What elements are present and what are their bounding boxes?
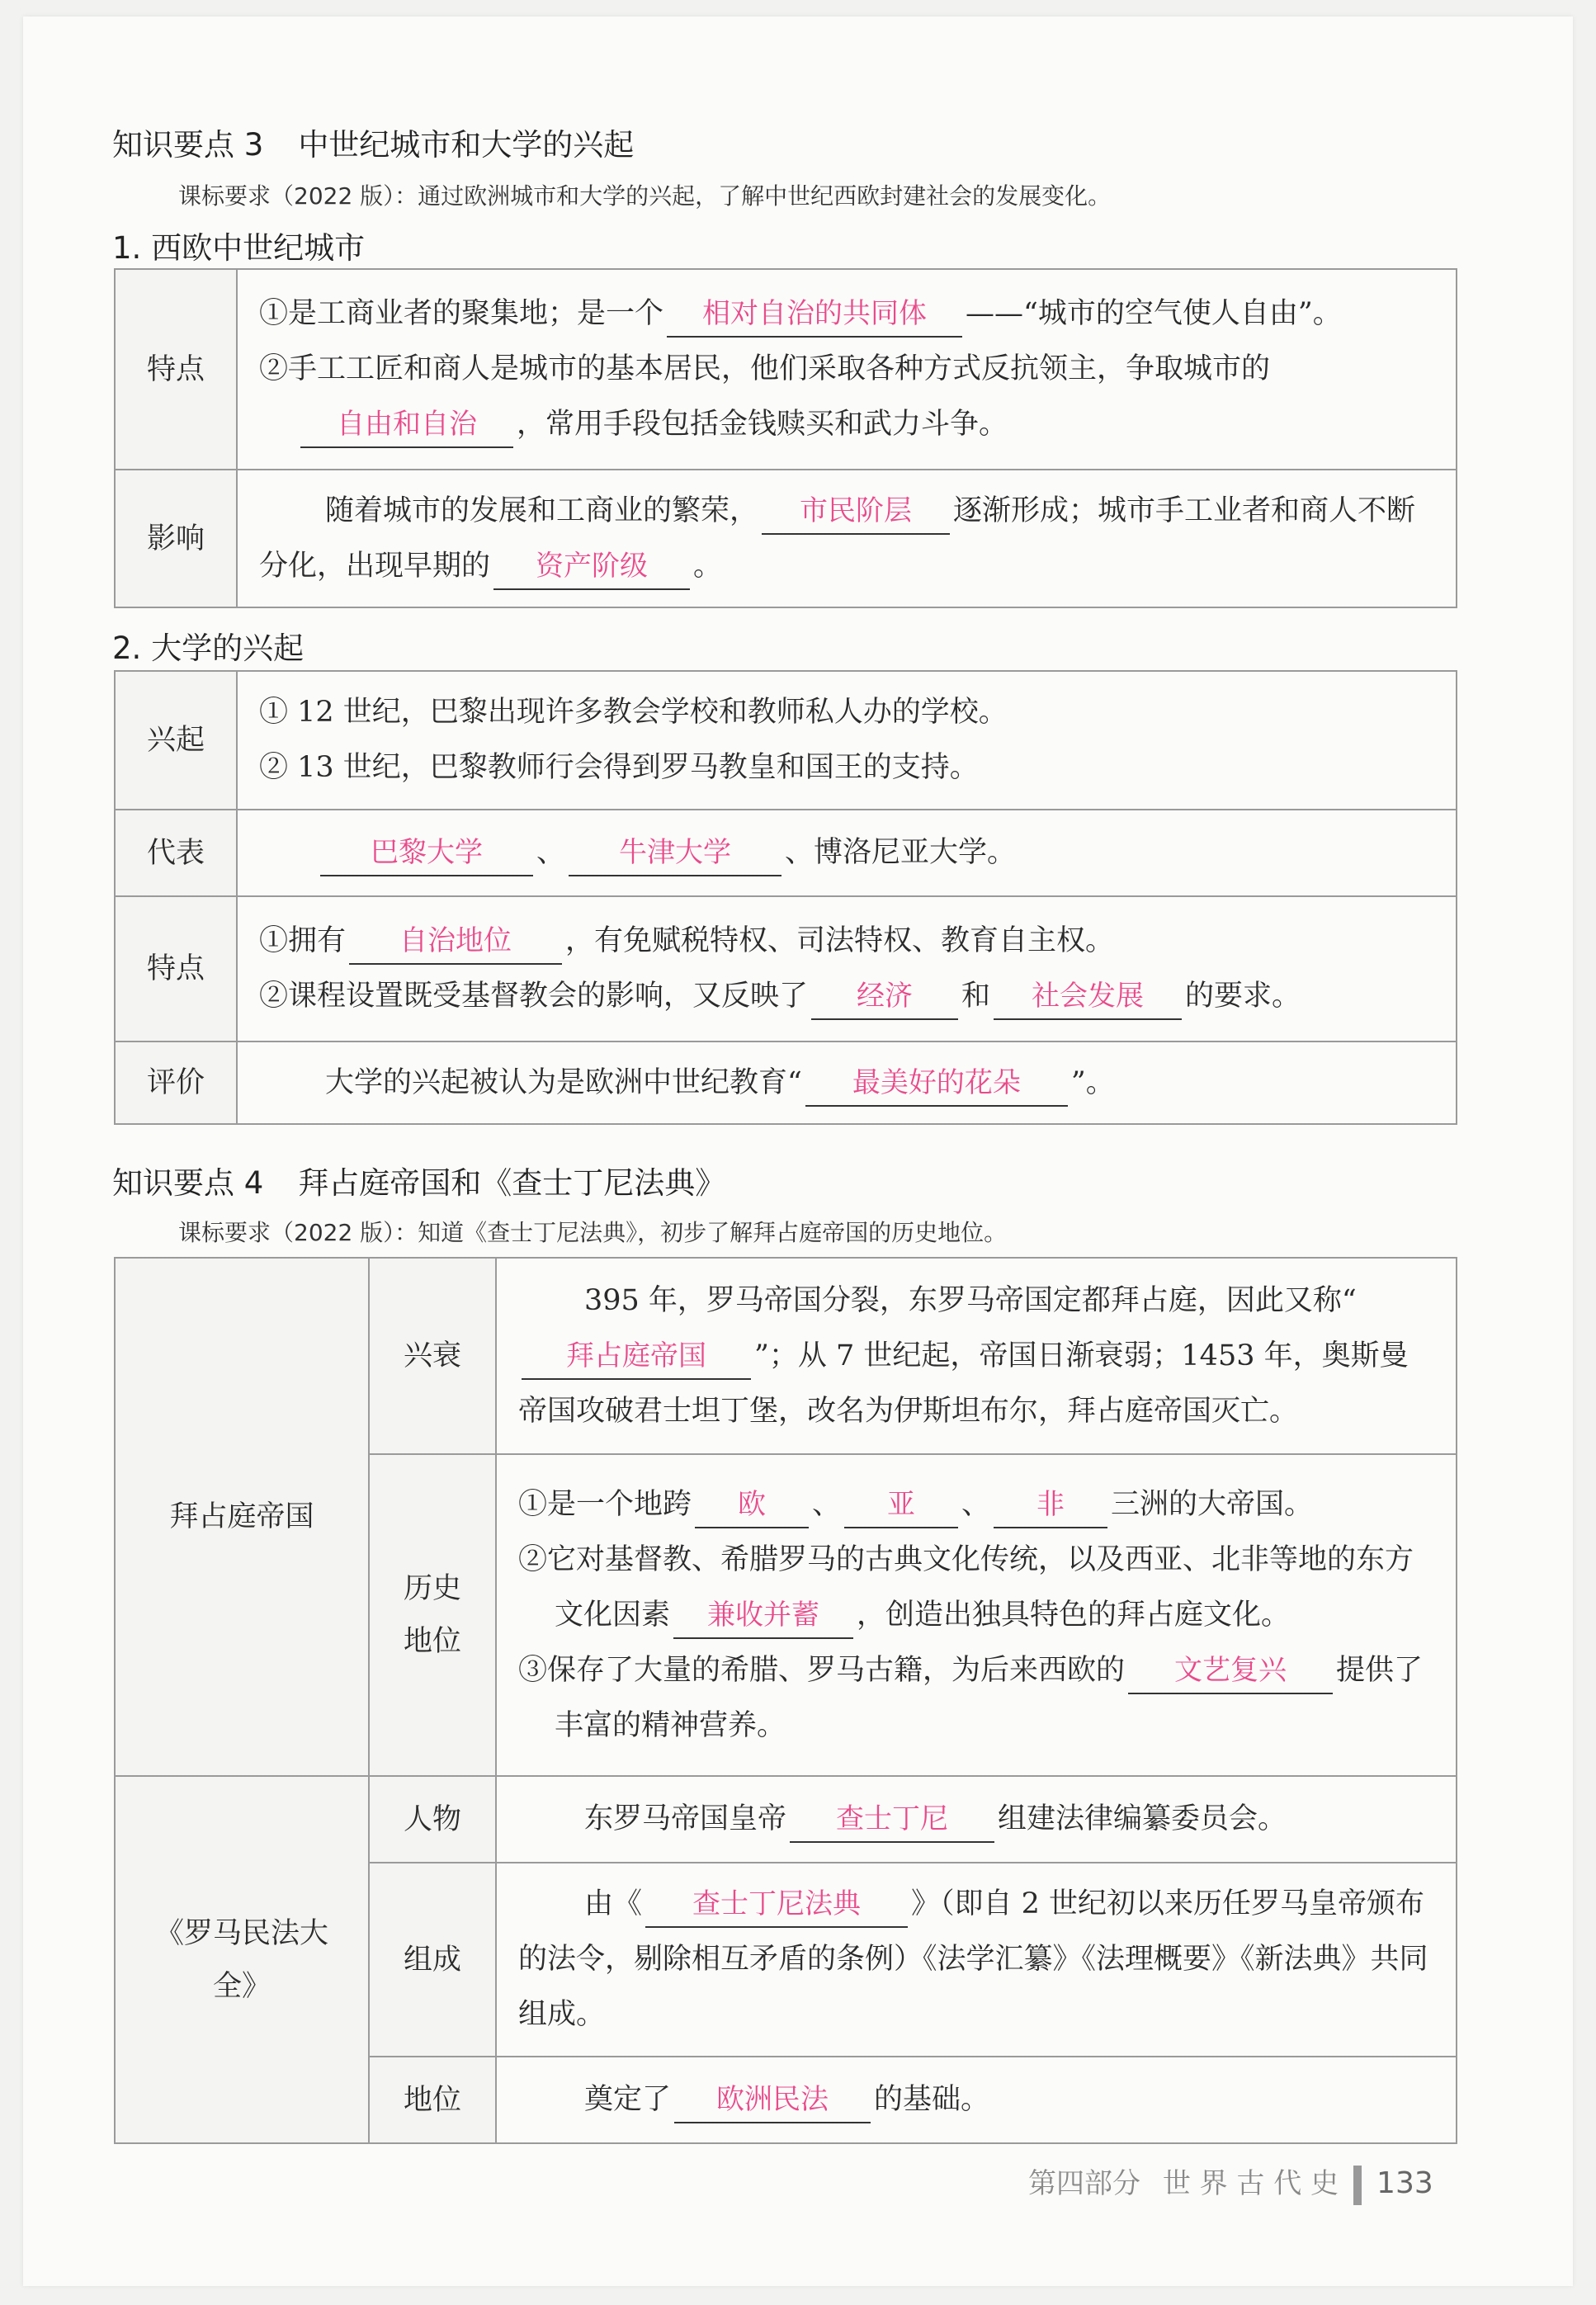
byz-rise-label: 兴衰 <box>369 1258 496 1454</box>
law-group-label: 《罗马民法大全》 <box>115 1776 369 2143</box>
byz-hist-label: 历史地位 <box>369 1454 496 1776</box>
cities-feature-row <box>115 269 1457 470</box>
answer-blank: 兼收并蓄 <box>673 1593 853 1639</box>
cities-table <box>114 268 1457 608</box>
section-4-number: 知识要点 4 <box>112 1165 264 1201</box>
answer-blank: 欧洲民法 <box>674 2077 871 2123</box>
law-comp-row: 组成 由《 查士丁尼法典 》（即自 2 世纪初以来历任罗马皇帝颁布的法令，剔除相互矛盾的条例）《法学汇纂》《法理概要》《新法典》共同组成。 <box>115 1863 1457 2057</box>
answer-blank: 巴黎大学 <box>320 830 533 876</box>
law-comp-label: 组成 <box>369 1863 496 2057</box>
section-3-heading <box>112 120 634 164</box>
cities-feature-1: ①是工商业者的聚集地；是一个 相对自治的共同体 ——“城市的空气使人自由”。 <box>259 286 1434 342</box>
section-3-title: 中世纪城市和大学的兴起 <box>298 127 635 163</box>
univ-feature-label: 特点 <box>115 896 237 1042</box>
footer-divider <box>1353 2166 1362 2205</box>
univ-feature-row: 特点 ①拥有 自治地位 ，有免赋税特权、司法特权、教育自主权。 ②课程设置既受基督教会的影响，又反映了 经济 和 社会发展 的要求。 <box>115 896 1457 1042</box>
cities-feature-2: ②手工工匠和商人是城市的基本居民，他们采取各种方式反抗领主，争取城市的 自由和自治 ，常用手段包括金钱赎买和武力斗争。 <box>259 342 1434 452</box>
law-person-row: 《罗马民法大全》 人物 东罗马帝国皇帝 查士丁尼 组建法律编纂委员会。 <box>115 1776 1457 1863</box>
answer-blank: 自由和自治 <box>300 402 513 448</box>
cities-impact-row <box>115 470 1457 607</box>
university-subtitle: 2. 大学的兴起 <box>112 631 305 666</box>
cities-feature-content <box>237 269 1457 470</box>
cities-subtitle: 1. 西欧中世纪城市 <box>112 230 366 266</box>
textbook-page <box>23 17 1573 2286</box>
law-status-label: 地位 <box>369 2057 496 2143</box>
page-footer <box>1028 2161 1433 2205</box>
university-table <box>114 670 1457 1125</box>
univ-rise-1: ① 12 世纪，巴黎出现许多教会学校和教师私人办的学校。 <box>259 696 1008 729</box>
cities-feature-label: 特点 <box>115 269 237 470</box>
answer-blank: 相对自治的共同体 <box>667 291 962 338</box>
answer-blank: 非 <box>994 1482 1107 1528</box>
answer-blank: 查士丁尼法典 <box>645 1882 908 1928</box>
univ-rise-2: ② 13 世纪，巴黎教师行会得到罗马教皇和国王的支持。 <box>259 751 979 784</box>
answer-blank: 经济 <box>811 974 958 1020</box>
law-person-label: 人物 <box>369 1776 496 1863</box>
univ-eval-row: 评价 大学的兴起被认为是欧洲中世纪教育“ 最美好的花朵 ”。 <box>115 1042 1457 1124</box>
byzantine-table <box>114 1257 1457 2144</box>
univ-rep-row: 代表 巴黎大学 、 牛津大学 、博洛尼亚大学。 <box>115 810 1457 896</box>
footer-part: 第四部分 <box>1028 2167 1140 2200</box>
univ-rise-row <box>115 671 1457 810</box>
answer-blank: 文艺复兴 <box>1128 1648 1333 1694</box>
section-4-title: 拜占庭帝国和《查士丁尼法典》 <box>298 1165 726 1201</box>
section-3-requirement: 课标要求（2022 版）：通过欧洲城市和大学的兴起，了解中世纪西欧封建社会的发展变化。 <box>178 182 1112 210</box>
section-3-number: 知识要点 3 <box>112 127 264 163</box>
answer-blank: 自治地位 <box>349 919 562 965</box>
byz-group-label: 拜占庭帝国 <box>115 1258 369 1776</box>
answer-blank: 社会发展 <box>994 974 1182 1020</box>
answer-blank: 拜占庭帝国 <box>522 1334 751 1380</box>
answer-blank: 查士丁尼 <box>790 1797 994 1843</box>
footer-title: 世 界 古 代 史 <box>1162 2167 1339 2200</box>
page-number: 133 <box>1376 2166 1433 2200</box>
cities-impact-content: 随着城市的发展和工商业的繁荣， 市民阶层 逐渐形成；城市手工业者和商人不断分化，出现早期的 资产阶级 。 <box>237 470 1457 607</box>
answer-blank: 欧 <box>695 1482 809 1528</box>
answer-blank: 牛津大学 <box>569 830 781 876</box>
answer-blank: 最美好的花朵 <box>805 1060 1068 1107</box>
univ-eval-label: 评价 <box>115 1042 237 1124</box>
answer-blank: 亚 <box>844 1482 958 1528</box>
univ-rep-label: 代表 <box>115 810 237 896</box>
answer-blank: 资产阶级 <box>493 544 690 590</box>
law-status-row: 地位 奠定了 欧洲民法 的基础。 <box>115 2057 1457 2143</box>
byz-rise-row: 拜占庭帝国 兴衰 395 年，罗马帝国分裂，东罗马帝国定都拜占庭，因此又称“拜占庭帝国 ”；从 7 世纪起，帝国日渐衰弱；1453 年，奥斯曼帝国攻破君士坦丁堡，改名为伊斯坦布尔，拜占庭帝国灭亡。 <box>115 1258 1457 1454</box>
univ-rise-label: 兴起 <box>115 671 237 810</box>
byz-hist-row: 历史地位 ①是一个地跨 欧 、 亚 、 非 三洲的大帝国。 ②它对基督教、希腊罗马的古典文化传统，以及西亚、北非等地的东方文化因素 兼收并蓄 ，创造出独具特色的拜占庭文化。 ③保存了大量的希腊、罗马古籍，为后来西欧的 文艺复兴 提供了丰富的精神营养。 <box>115 1454 1457 1776</box>
section-4-heading <box>112 1158 725 1202</box>
answer-blank: 市民阶层 <box>762 489 950 535</box>
cities-impact-label: 影响 <box>115 470 237 607</box>
section-4-requirement: 课标要求（2022 版）：知道《查士丁尼法典》，初步了解拜占庭帝国的历史地位。 <box>178 1219 1008 1246</box>
